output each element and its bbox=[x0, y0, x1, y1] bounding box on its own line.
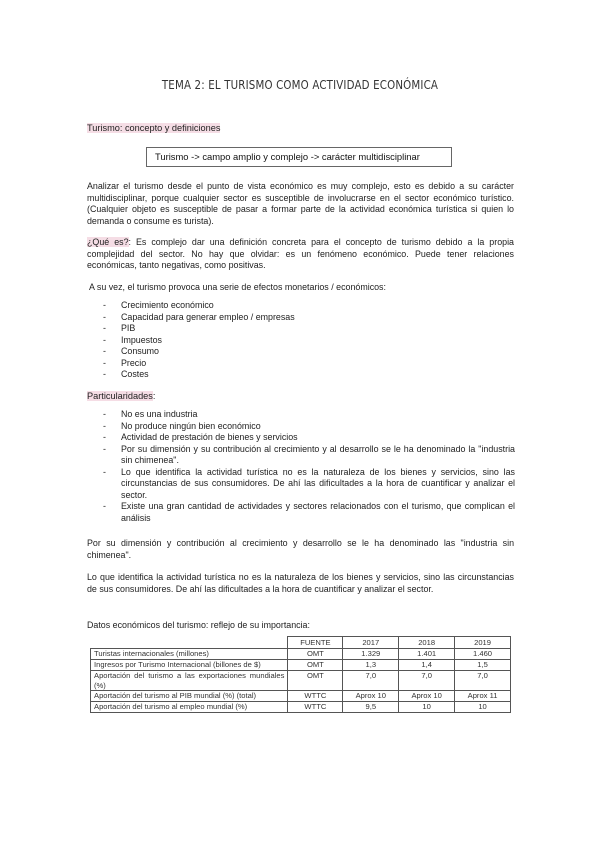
list-item: - Precio bbox=[103, 358, 515, 370]
table-cell: 1,3 bbox=[343, 660, 399, 671]
paragraph-datos: Datos económicos del turismo: reflejo de su importancia: bbox=[87, 620, 310, 630]
section-heading-colon: : bbox=[152, 391, 156, 401]
table-cell-label: Aportación del turismo a las exportaciones mundiales (%) bbox=[91, 671, 288, 691]
list-item: - Capacidad para generar empleo / empresas bbox=[103, 312, 515, 324]
paragraph-efectos: A su vez, el turismo provoca una serie de efectos monetarios / económicos: bbox=[89, 282, 386, 292]
section-heading-particularidades bbox=[87, 391, 155, 401]
table-cell: 1.460 bbox=[455, 649, 511, 660]
table-cell: 7,0 bbox=[455, 671, 511, 691]
table-cell: Aprox 11 bbox=[455, 691, 511, 702]
paragraph-dimension: Por su dimensión y contribución al crecimiento y desarrollo se le ha denominado las "industria sin chimenea". bbox=[87, 538, 514, 560]
table-row bbox=[91, 702, 511, 713]
effects-list bbox=[103, 300, 515, 381]
list-item: - Costes bbox=[103, 369, 515, 381]
section-heading-concepto bbox=[87, 123, 220, 133]
list-item: - Crecimiento económico bbox=[103, 300, 515, 312]
table-cell-source: OMT bbox=[288, 649, 343, 660]
table-cell-source: OMT bbox=[288, 660, 343, 671]
table-cell: 1.401 bbox=[399, 649, 455, 660]
list-item: - Consumo bbox=[103, 346, 515, 358]
table-corner bbox=[91, 637, 288, 649]
table-cell-source: OMT bbox=[288, 671, 343, 691]
table-cell: 1.329 bbox=[343, 649, 399, 660]
table-header-cell: FUENTE bbox=[288, 637, 343, 649]
table-row bbox=[91, 671, 511, 691]
table-cell: 7,0 bbox=[399, 671, 455, 691]
table-cell: 1,4 bbox=[399, 660, 455, 671]
table-cell: 10 bbox=[399, 702, 455, 713]
list-item: - PIB bbox=[103, 323, 515, 335]
table-header-cell: 2018 bbox=[399, 637, 455, 649]
table-cell: 1,5 bbox=[455, 660, 511, 671]
table-cell: Aprox 10 bbox=[399, 691, 455, 702]
list-item: - Existe una gran cantidad de actividades y sectores relacionados con el turismo, que complican el análisis bbox=[103, 501, 515, 524]
table-header-cell: 2019 bbox=[455, 637, 511, 649]
paragraph-analizar: Analizar el turismo desde el punto de vista económico es muy complejo, esto es debido a su carácter multidisciplinar, porque cualquier sector es susceptible de involucrarse en el sector económico turístico. (Cualquier objeto es susceptible de pasar a formar parte de la actividad económica turística si quien lo demanda o consume es turista). bbox=[87, 181, 514, 226]
table-row bbox=[91, 660, 511, 671]
table-cell: 7,0 bbox=[343, 671, 399, 691]
list-item: - No produce ningún bien económico bbox=[103, 421, 515, 433]
table-cell: 9,5 bbox=[343, 702, 399, 713]
table-cell-label: Aportación del turismo al PIB mundial (%) (total) bbox=[91, 691, 288, 702]
particularities-list bbox=[103, 409, 515, 524]
section-heading-text: Particularidades bbox=[87, 391, 153, 401]
table-cell: 10 bbox=[455, 702, 511, 713]
table-cell-label: Aportación del turismo al empleo mundial (%) bbox=[91, 702, 288, 713]
table-header-cell: 2017 bbox=[343, 637, 399, 649]
list-item: - Lo que identifica la actividad turística no es la naturaleza de los bienes y servicios, sino las circunstancias de sus consumidores. De ahí las dificultades a la hora de cuantificar y analizar el sector. bbox=[103, 467, 515, 502]
table-cell-label: Turistas internacionales (millones) bbox=[91, 649, 288, 660]
table-cell-source: WTTC bbox=[288, 691, 343, 702]
que-es-label: ¿Qué es? bbox=[87, 237, 129, 247]
paragraph-identifica: Lo que identifica la actividad turística no es la naturaleza de los bienes y servicios, sino las circunstancias de sus consumidores. De ahí las dificultades a la hora de cuantificar y analizar el sector. bbox=[87, 572, 514, 594]
list-item: - Actividad de prestación de bienes y servicios bbox=[103, 432, 515, 444]
list-item: - Impuestos bbox=[103, 335, 515, 347]
data-table bbox=[90, 636, 511, 713]
paragraph-que-es bbox=[87, 237, 514, 272]
que-es-text: : Es complejo dar una definición concreta para el concepto de turismo debido a la propia complejidad del sector. No hay que olvidar: es un fenómeno económico. Puede tener relaciones económicas, tanto negativas, como positivas. bbox=[87, 237, 514, 270]
section-heading-text: Turismo: concepto y definiciones bbox=[87, 123, 221, 133]
table-row bbox=[91, 649, 511, 660]
table-row bbox=[91, 691, 511, 702]
table-cell-source: WTTC bbox=[288, 702, 343, 713]
list-item: - No es una industria bbox=[103, 409, 515, 421]
table-header-row bbox=[91, 637, 511, 649]
page-title: TEMA 2: EL TURISMO COMO ACTIVIDAD ECONÓMICA bbox=[161, 77, 439, 92]
list-item: - Por su dimensión y su contribución al crecimiento y al desarrollo se le ha denominado la "industria sin chimenea". bbox=[103, 444, 515, 467]
table-cell: Aprox 10 bbox=[343, 691, 399, 702]
summary-box: Turismo -> campo amplio y complejo -> carácter multidisciplinar bbox=[146, 147, 452, 167]
table-cell-label: Ingresos por Turismo Internacional (billones de $) bbox=[91, 660, 288, 671]
